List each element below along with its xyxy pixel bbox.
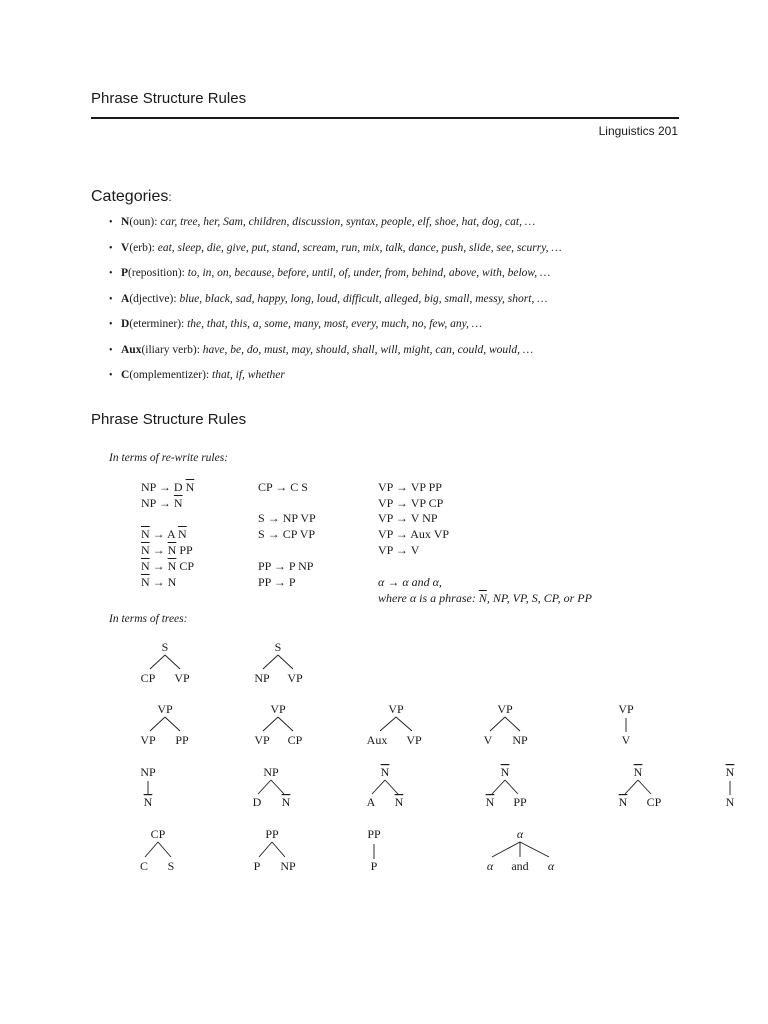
- nbar-symbol: $\overline{N}$: [178, 527, 187, 541]
- rule-lhs: NP: [141, 480, 156, 494]
- rewrite-intro: In terms of re-write rules:: [109, 452, 229, 464]
- tree-branch: [278, 655, 293, 669]
- tree-branch: [272, 842, 285, 857]
- category-rest: (omplementizer):: [129, 369, 210, 381]
- categories-heading-text: Categories: [91, 188, 169, 205]
- tree-node: N: [725, 795, 735, 809]
- rule-lhs: S: [258, 511, 265, 525]
- tree-node: CP: [646, 795, 662, 809]
- tree-np-nbar: [140, 765, 156, 809]
- arrow: →: [395, 527, 408, 541]
- rule-lhs: CP: [258, 480, 273, 494]
- rule-rhs: V: [410, 543, 420, 557]
- tree-branch: [263, 655, 278, 669]
- category-head: N: [121, 216, 130, 228]
- tree-branch: [638, 780, 651, 794]
- tree-branch: [505, 780, 518, 794]
- category-examples: the, that, this, a, some, many, most, every, much, no, few, any, …: [187, 318, 483, 330]
- tree-node: V: [483, 733, 493, 747]
- tree-node: VP: [140, 733, 156, 747]
- arrow: →: [387, 575, 400, 589]
- tree-branch: [165, 655, 180, 669]
- tree-branch: [259, 842, 272, 857]
- rule-rhs: VP PP: [410, 480, 442, 494]
- tree-node-nbar: N: [633, 765, 643, 779]
- tree-branch: [150, 655, 165, 669]
- nbar-symbol: $\overline{N}$: [173, 496, 183, 510]
- arrow: →: [267, 527, 280, 541]
- category-rest: (oun):: [129, 216, 158, 228]
- category-examples: blue, black, sad, happy, long, loud, difficult, alleged, big, small, messy, short, …: [179, 292, 548, 305]
- tree-node: S: [167, 859, 175, 873]
- nbar-symbol: $\overline{N}$: [141, 575, 150, 589]
- tree-node: VP: [254, 733, 270, 747]
- bullet: •: [109, 293, 113, 305]
- arrow: →: [273, 559, 286, 573]
- course-label: Linguistics 201: [598, 124, 678, 138]
- tree-node: VP: [157, 702, 173, 716]
- tree-branch: [258, 780, 271, 794]
- category-head: D: [121, 318, 130, 330]
- rule-rhs: D: [173, 480, 183, 494]
- tree-node: VP: [406, 733, 422, 747]
- tree-node: P: [370, 859, 378, 873]
- tree-node: α: [516, 827, 524, 841]
- rule-lhs: VP: [378, 480, 393, 494]
- tree-branch: [492, 842, 520, 857]
- tree-node: PP: [175, 733, 189, 747]
- tree-node: NP: [280, 859, 296, 873]
- nbar-symbol: $\overline{N}$: [167, 559, 177, 573]
- tree-np-d-nbar: [253, 765, 291, 809]
- tree-branch: [520, 842, 549, 857]
- tree-node-nbar: N: [500, 765, 510, 779]
- nbar-symbol: $\overline{N}$: [167, 543, 177, 557]
- nbar-symbol: $\overline{N}$: [185, 480, 195, 494]
- tree-node-nbar: N: [281, 795, 291, 809]
- rule-rhs: PP: [179, 543, 193, 557]
- tree-node-nbar: N: [380, 765, 390, 779]
- category-head: Aux: [121, 343, 142, 356]
- nbar-symbol: $\overline{N}$: [141, 559, 150, 573]
- rule-rhs: VP CP: [410, 496, 444, 510]
- tree-node: VP: [618, 702, 634, 716]
- categories-heading-colon: :: [168, 190, 172, 204]
- tree-node: D: [252, 795, 262, 809]
- tree-s-cp-vp: [141, 640, 190, 685]
- rule-rhs: NP VP: [282, 511, 316, 525]
- tree-branch: [505, 717, 520, 731]
- rule-lhs: PP: [258, 559, 271, 573]
- tree-node: V: [621, 733, 631, 747]
- tree-branch: [150, 717, 165, 731]
- category-rest: (iliary verb):: [141, 343, 200, 356]
- tree-node: and: [511, 859, 529, 873]
- tree-nbar-nbar-pp: [486, 765, 527, 809]
- category-rest: (reposition):: [128, 267, 185, 279]
- tree-node: VP: [287, 671, 303, 685]
- psr-heading: Phrase Structure Rules: [91, 411, 247, 428]
- tree-node: A: [366, 795, 376, 809]
- rule-rhs: Aux VP: [410, 527, 450, 541]
- tree-node: P: [253, 859, 261, 873]
- tree-node: PP: [367, 827, 381, 841]
- rule-rhs: N: [167, 575, 177, 589]
- rule-rhs: P NP: [288, 559, 314, 573]
- tree-alpha-coordination: [487, 827, 555, 873]
- note-prefix: where α is a phrase:: [378, 591, 476, 605]
- arrow: →: [395, 480, 408, 494]
- category-rest: (erb):: [129, 241, 155, 254]
- tree-node: VP: [388, 702, 404, 716]
- category-examples: have, be, do, must, may, should, shall, will, might, can, could, would, …: [202, 343, 534, 356]
- tree-branch: [165, 717, 180, 731]
- rule-lhs: VP: [378, 543, 393, 557]
- bullet: •: [109, 268, 113, 279]
- tree-cp-c-s: [140, 827, 174, 873]
- tree-node: PP: [513, 795, 527, 809]
- rule-lhs: α: [378, 575, 385, 589]
- arrow: →: [267, 511, 280, 525]
- category-head: V: [121, 241, 130, 254]
- tree-vp-v: [618, 702, 634, 747]
- tree-node: NP: [512, 733, 528, 747]
- nbar-symbol: $\overline{N}$: [141, 527, 150, 541]
- rule-lhs: VP: [378, 511, 393, 525]
- tree-node-nbar: N: [143, 795, 153, 809]
- category-head: C: [121, 369, 130, 381]
- category-rest: (eterminer):: [129, 318, 185, 330]
- tree-node-nbar: N: [394, 795, 404, 809]
- rule-rhs: A: [167, 527, 176, 541]
- tree-branch: [263, 717, 278, 731]
- arrow: →: [158, 496, 171, 510]
- tree-pp-p-np: [254, 827, 296, 873]
- tree-branch: [380, 717, 396, 731]
- tree-vp-aux-vp: [367, 702, 422, 747]
- tree-nbar-a-nbar: [367, 765, 404, 809]
- category-head: A: [121, 292, 130, 305]
- arrow: →: [395, 543, 408, 557]
- tree-branch: [372, 780, 385, 794]
- tree-node: C: [139, 859, 149, 873]
- rule-lhs: VP: [378, 527, 393, 541]
- note-suffix: , NP, VP, S, CP, or PP: [486, 591, 592, 605]
- arrow: →: [152, 543, 165, 557]
- tree-vp-vp-cp: [254, 702, 302, 747]
- category-examples: that, if, whether: [212, 369, 285, 381]
- tree-branch: [385, 780, 398, 794]
- tree-node: VP: [497, 702, 513, 716]
- tree-s-np-vp: [254, 640, 303, 685]
- trees-intro: In terms of trees:: [109, 613, 188, 625]
- tree-node: S: [161, 640, 169, 654]
- arrow: →: [395, 496, 408, 510]
- bullet: •: [109, 242, 113, 254]
- rule-rhs: V NP: [410, 511, 438, 525]
- tree-node: α: [486, 859, 494, 873]
- tree-pp-p: [367, 827, 381, 873]
- tree-node: CP: [150, 827, 166, 841]
- tree-branch: [396, 717, 412, 731]
- tree-node-nbar: N: [618, 795, 628, 809]
- rule-rhs: C S: [290, 480, 308, 494]
- rule-lhs: VP: [378, 496, 393, 510]
- category-examples: to, in, on, because, before, until, of, under, from, behind, above, with, below, …: [187, 267, 551, 279]
- tree-branch: [625, 780, 638, 794]
- tree-node: NP: [254, 671, 270, 685]
- rule-lhs: S: [258, 527, 265, 541]
- arrow: →: [275, 480, 288, 494]
- tree-node: CP: [140, 671, 156, 685]
- rule-lhs: PP: [258, 575, 271, 589]
- tree-node: CP: [287, 733, 303, 747]
- tree-vp-vp-pp: [140, 702, 189, 747]
- tree-node: VP: [270, 702, 286, 716]
- tree-node: PP: [265, 827, 279, 841]
- category-head: P: [121, 267, 129, 279]
- tree-node: S: [274, 640, 282, 654]
- tree-branch: [278, 717, 293, 731]
- arrow: →: [152, 527, 165, 541]
- category-examples: eat, sleep, die, give, put, stand, scream, run, mix, talk, dance, push, slide, see, scurry, …: [157, 241, 562, 254]
- category-rest: (djective):: [129, 292, 177, 305]
- tree-branch: [492, 780, 505, 794]
- tree-node: VP: [174, 671, 190, 685]
- arrow: →: [152, 559, 165, 573]
- tree-branch: [145, 842, 158, 857]
- nbar-symbol: $\overline{N}$: [478, 591, 487, 605]
- tree-node: Aux: [366, 733, 388, 747]
- bullet: •: [109, 370, 113, 381]
- rule-rhs: CP: [179, 559, 195, 573]
- tree-node-nbar: N: [725, 765, 735, 779]
- tree-node: NP: [263, 765, 279, 779]
- tree-node: NP: [140, 765, 156, 779]
- tree-nbar-n: [726, 765, 735, 809]
- tree-vp-v-np: [484, 702, 528, 747]
- category-examples: car, tree, her, Sam, children, discussion, syntax, people, elf, shoe, hat, dog, cat, …: [160, 216, 536, 228]
- arrow: →: [158, 480, 171, 494]
- rule-lhs: NP: [141, 496, 156, 510]
- arrow: →: [152, 575, 165, 589]
- arrow: →: [273, 575, 286, 589]
- tree-branch: [490, 717, 505, 731]
- rule-rhs: α and α,: [402, 575, 442, 589]
- tree-nbar-nbar-cp: [619, 765, 662, 809]
- bullet: •: [109, 319, 113, 330]
- rule-rhs: P: [288, 575, 296, 589]
- bullet: •: [109, 217, 113, 228]
- bullet: •: [109, 344, 113, 356]
- nbar-symbol: $\overline{N}$: [141, 543, 150, 557]
- tree-branch: [271, 780, 284, 794]
- rule-rhs: CP VP: [282, 527, 316, 541]
- arrow: →: [395, 511, 408, 525]
- tree-branch: [158, 842, 171, 857]
- tree-node-nbar: N: [485, 795, 495, 809]
- tree-node: α: [547, 859, 555, 873]
- page-title: Phrase Structure Rules: [91, 90, 247, 107]
